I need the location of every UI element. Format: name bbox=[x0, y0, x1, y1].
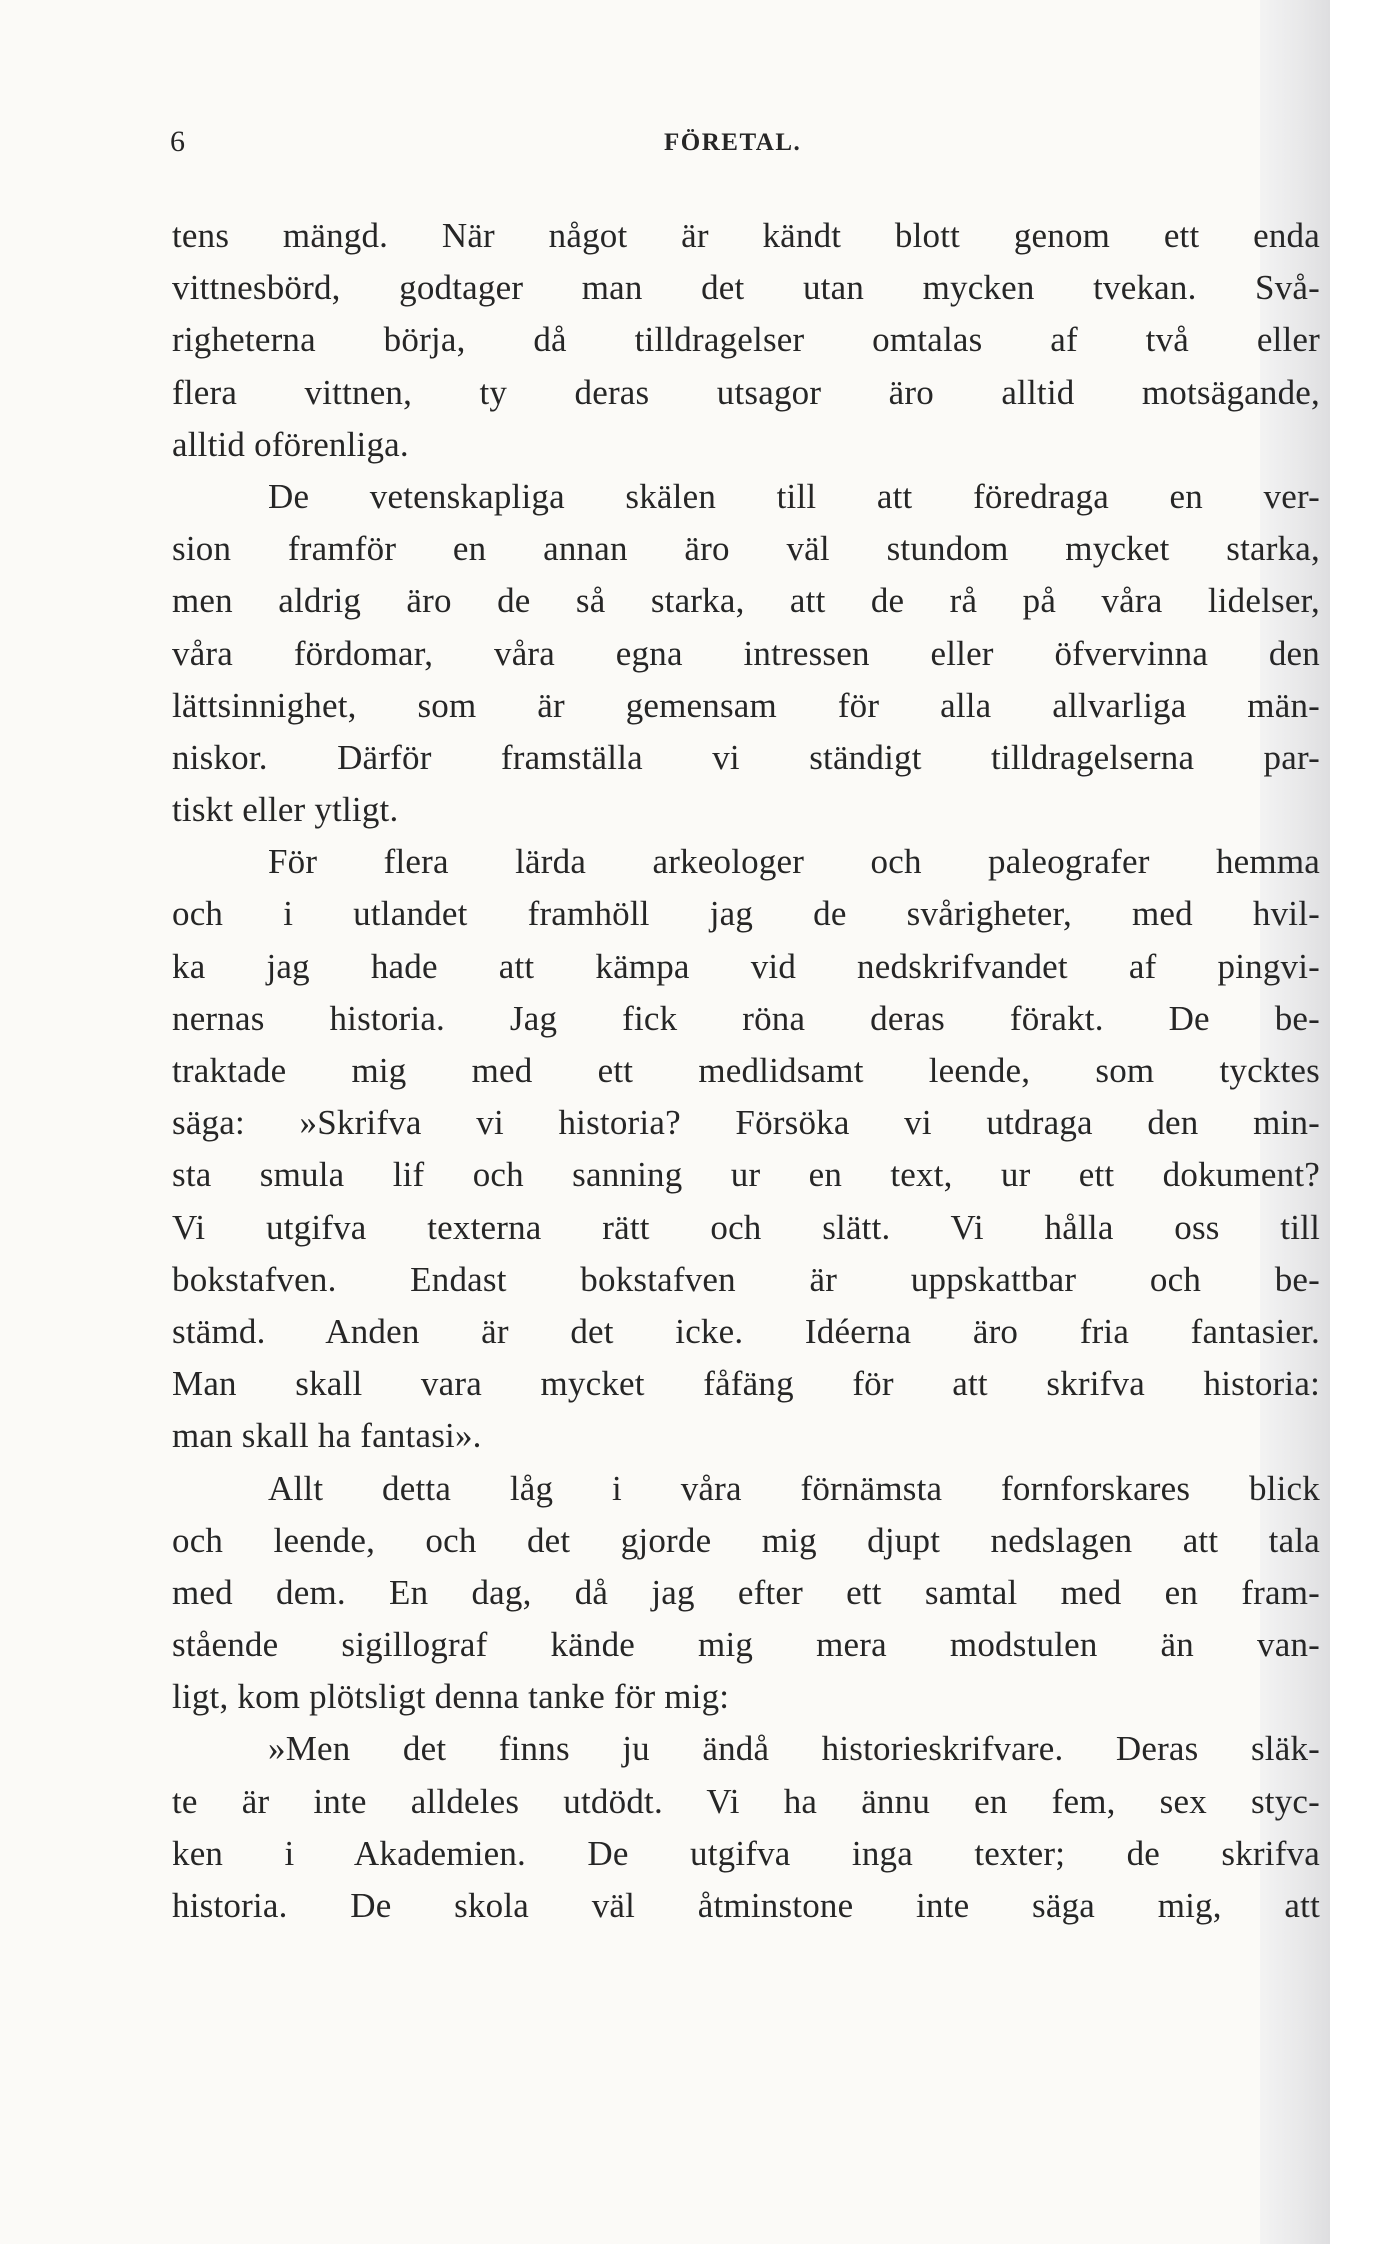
text-line: säga: »Skrifva vi historia? Försöka vi utdraga den min- bbox=[172, 1103, 1320, 1143]
text-line: lättsinnighet, som är gemensam för alla allvarliga män- bbox=[172, 685, 1320, 725]
running-title: FÖRETAL. bbox=[664, 129, 802, 156]
body-text bbox=[172, 210, 1320, 1932]
text-line: men aldrig äro de så starka, att de rå på våra lidelser, bbox=[172, 581, 1320, 621]
text-line: »Men det finns ju ändå historieskrifvare. Deras släk- bbox=[268, 1729, 1320, 1769]
text-line: alltid oförenliga. bbox=[172, 424, 409, 464]
text-line: te är inte alldeles utdödt. Vi ha ännu en fem, sex styc- bbox=[172, 1781, 1320, 1821]
text-line: vittnesbörd, godtager man det utan mycken tvekan. Svå- bbox=[172, 268, 1320, 308]
text-line: historia. De skola väl åtminstone inte säga mig, att bbox=[172, 1886, 1320, 1925]
text-line: traktade mig med ett medlidsamt leende, som tycktes bbox=[172, 1051, 1320, 1090]
text-line: och leende, och det gjorde mig djupt nedslagen att tala bbox=[172, 1520, 1320, 1560]
text-line: sion framför en annan äro väl stundom mycket starka, bbox=[172, 529, 1320, 569]
text-line: ken i Akademien. De utgifva inga texter; de skrifva bbox=[172, 1833, 1320, 1873]
text-line: Man skall vara mycket fåfäng för att skrifva historia: bbox=[172, 1364, 1320, 1404]
page-number: 6 bbox=[170, 125, 185, 158]
text-line: niskor. Därför framställa vi ständigt tilldragelserna par- bbox=[172, 737, 1320, 777]
text-line: flera vittnen, ty deras utsagor äro alltid motsägande, bbox=[172, 372, 1320, 412]
text-line: och i utlandet framhöll jag de svårigheter, med hvil- bbox=[172, 894, 1320, 934]
text-line: righeterna börja, då tilldragelser omtalas af två eller bbox=[172, 320, 1320, 360]
text-line: ka jag hade att kämpa vid nedskrifvandet af pingvi- bbox=[172, 946, 1320, 986]
text-line: man skall ha fantasi». bbox=[172, 1416, 482, 1456]
text-line: tens mängd. När något är kändt blott genom ett enda bbox=[172, 216, 1320, 255]
text-line: Vi utgifva texterna rätt och slätt. Vi hålla oss till bbox=[172, 1207, 1320, 1247]
text-line: sta smula lif och sanning ur en text, ur ett dokument? bbox=[172, 1155, 1320, 1195]
text-line: bokstafven. Endast bokstafven är uppskattbar och be- bbox=[172, 1259, 1320, 1299]
text-line: Allt detta låg i våra förnämsta fornforskares blick bbox=[268, 1468, 1320, 1508]
text-line: med dem. En dag, då jag efter ett samtal med en fram- bbox=[172, 1572, 1320, 1612]
text-line: tiskt eller ytligt. bbox=[172, 790, 399, 830]
text-line: ligt, kom plötsligt denna tanke för mig: bbox=[172, 1677, 730, 1717]
text-line: våra fördomar, våra egna intressen eller öfvervinna den bbox=[172, 633, 1320, 673]
text-line: De vetenskapliga skälen till att föredraga en ver- bbox=[268, 476, 1320, 516]
text-line: stämd. Anden är det icke. Idéerna äro fria fantasier. bbox=[172, 1311, 1320, 1351]
text-line: nernas historia. Jag fick röna deras förakt. De be- bbox=[172, 998, 1320, 1038]
text-line: För flera lärda arkeologer och paleografer hemma bbox=[268, 842, 1320, 882]
text-line: stående sigillograf kände mig mera modstulen än van- bbox=[172, 1625, 1320, 1665]
